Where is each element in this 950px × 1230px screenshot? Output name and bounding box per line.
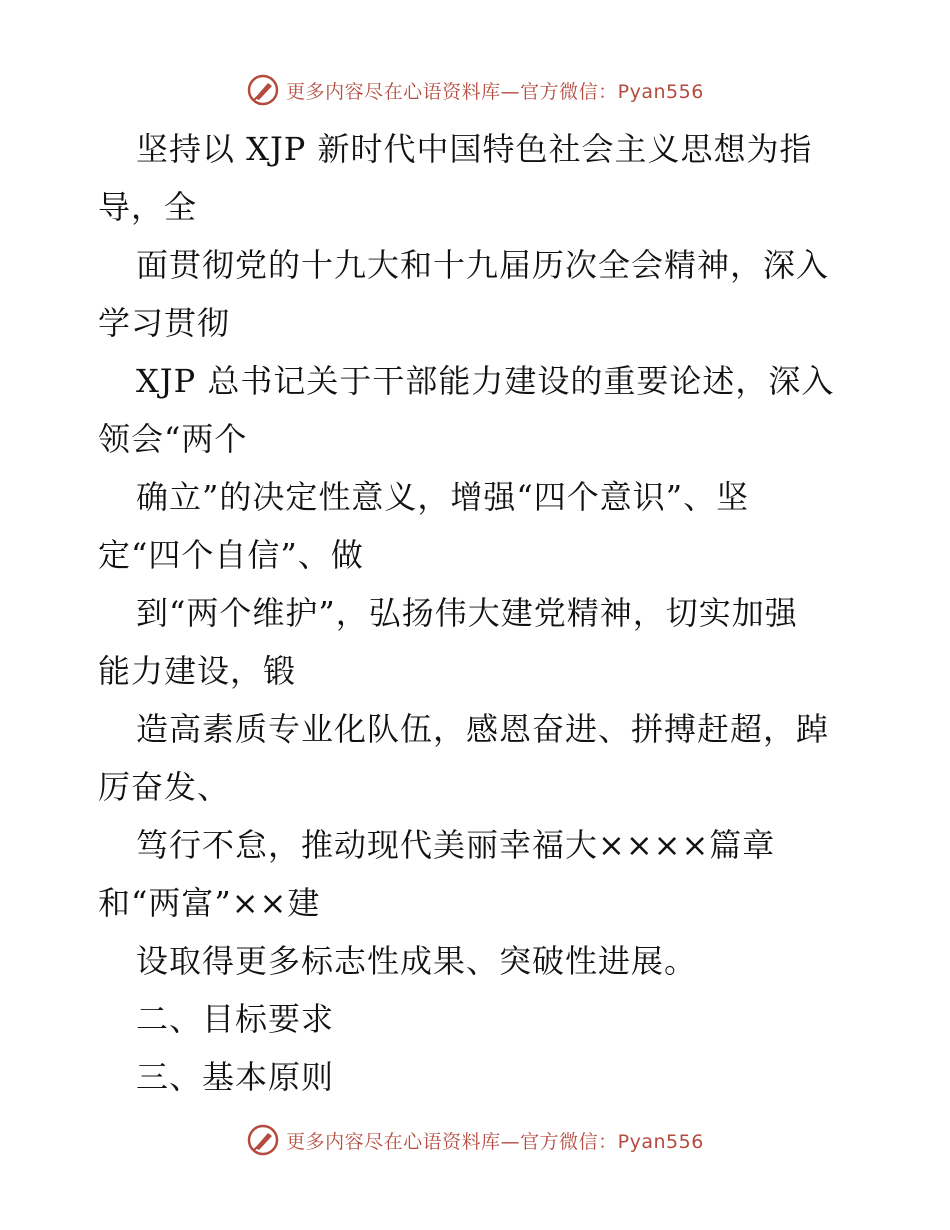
- text-line: 确立”的决定性意义，增强“四个意识”、坚: [136, 478, 750, 516]
- text-line: 导，全: [98, 188, 198, 226]
- text-line: 厉奋发、: [98, 768, 231, 806]
- header-watermark: [0, 70, 950, 110]
- quill-pen-logo-icon: [246, 73, 280, 107]
- text-line: 领会“两个: [98, 420, 248, 458]
- footer-watermark: [0, 1120, 950, 1160]
- document-body: [98, 120, 858, 1106]
- text-line: 坚持以 XJP 新时代中国特色社会主义思想为指: [136, 130, 813, 168]
- text-line: 面贯彻党的十九大和十九届历次全会精神，深入: [136, 246, 830, 284]
- quill-pen-logo-icon: [246, 1123, 280, 1157]
- section-heading: 三、基本原则: [136, 1058, 335, 1096]
- section-heading: 二、目标要求: [136, 1000, 335, 1038]
- text-line: 能力建设，锻: [98, 652, 297, 690]
- text-line: 定“四个自信”、做: [98, 536, 364, 574]
- text-line: XJP 总书记关于干部能力建设的重要论述，深入: [136, 362, 835, 400]
- text-line: 造高素质专业化队伍，感恩奋进、拼搏赶超，踔: [136, 710, 830, 748]
- text-line: 到“两个维护”，弘扬伟大建党精神，切实加强: [136, 594, 798, 632]
- watermark-text: 更多内容尽在心语资料库—官方微信：Pyan556: [286, 80, 704, 103]
- text-line: 和“两富”××建: [98, 884, 321, 922]
- text-line: 学习贯彻: [98, 304, 231, 342]
- text-line: 设取得更多标志性成果、突破性进展。: [136, 942, 698, 980]
- text-line: 笃行不怠，推动现代美丽幸福大××××篇章: [136, 826, 776, 864]
- watermark-text: 更多内容尽在心语资料库—官方微信：Pyan556: [286, 1130, 704, 1153]
